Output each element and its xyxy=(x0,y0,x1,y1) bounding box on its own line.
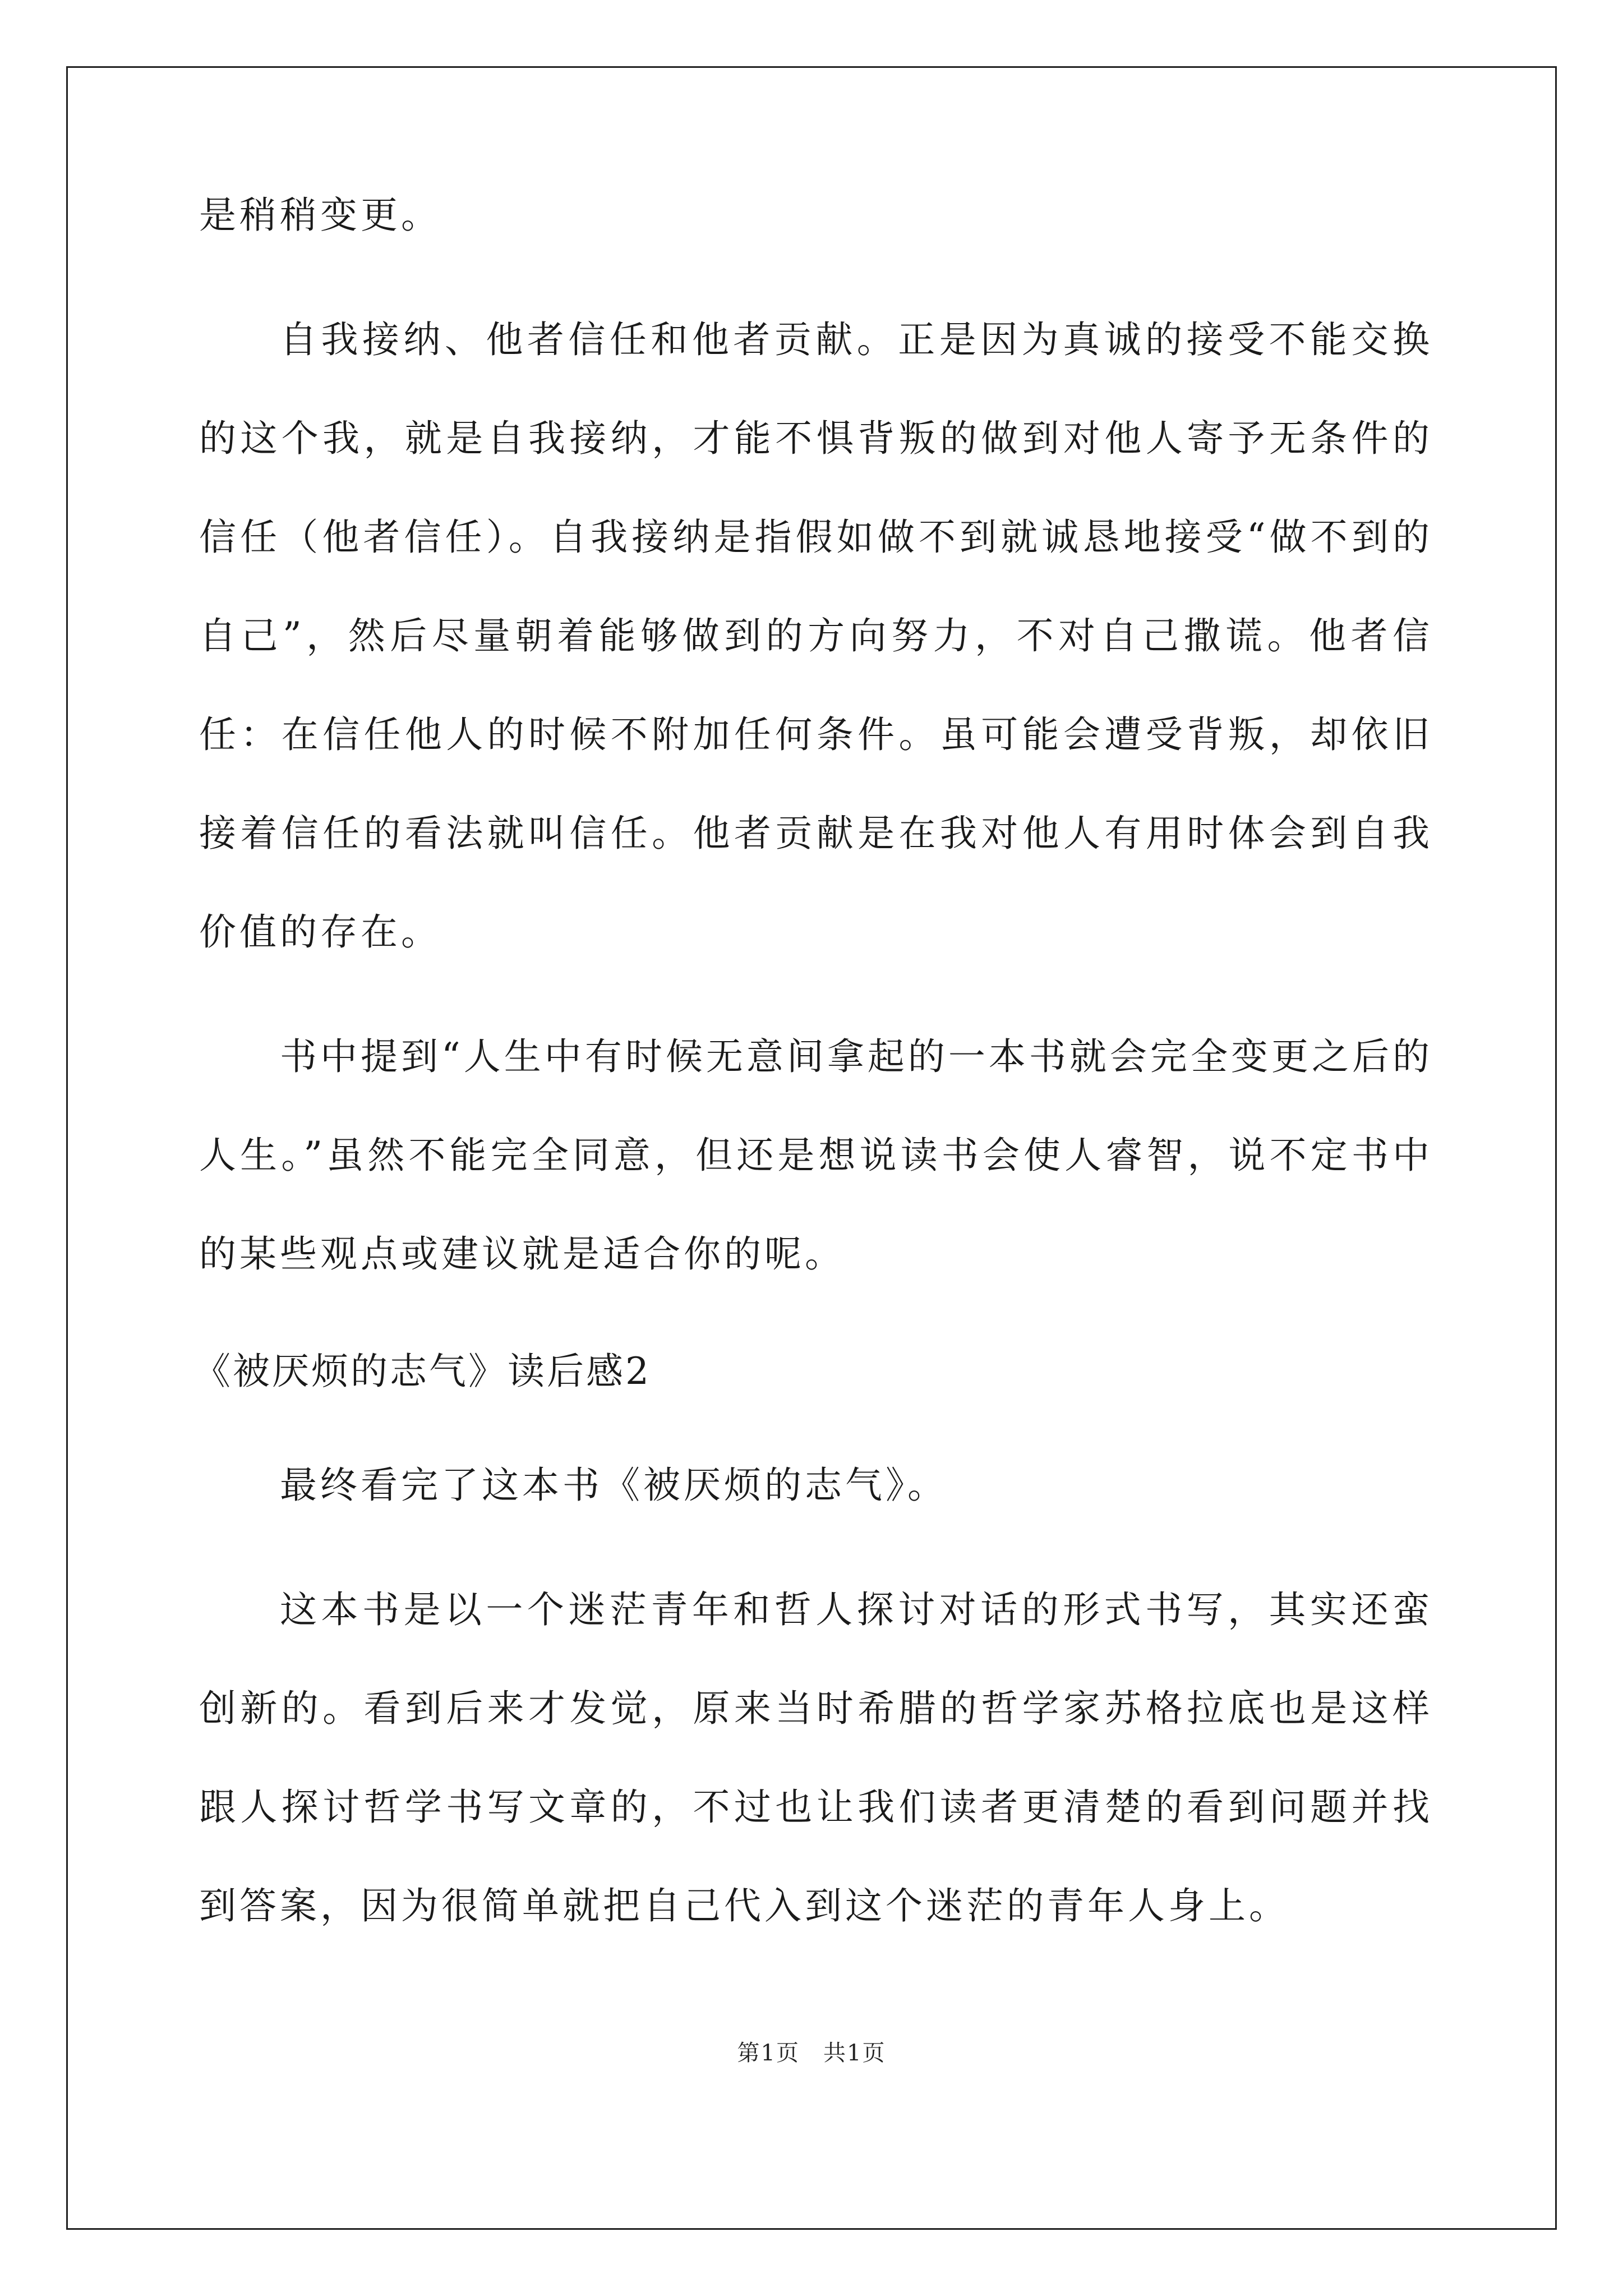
paragraph-finished-book: 最终看完了这本书《被厌烦的志气》。 xyxy=(280,1464,948,1507)
page-footer: 第1页 共1页 xyxy=(737,2040,886,2066)
paragraph-continuation: 是稍稍变更。 xyxy=(199,194,441,237)
section-heading: 《被厌烦的志气》读后感2 xyxy=(193,1350,651,1393)
paragraph-self-acceptance: 自我接纳、他者信任和他者贡献。正是因为真诚的接受不能交换的这个我，就是自我接纳，才能不惧背叛的做到对他人寄予无条件的信任（他者信任）。自我接纳是指假如做不到就诚恳地接受“做不到的自己”，然后尽量朝着能够做到的方向努力，不对自己撒谎。他者信任：在信任他人的时候不附加任何条件。虽可能会遭受背叛，却依旧接着信任的看法就叫信任。他者贡献是在我对他人有用时体会到自我价值的存在。 xyxy=(199,318,1433,954)
document-body xyxy=(193,194,1433,1981)
paragraph-dialogue-format: 这本书是以一个迷茫青年和哲人探讨对话的形式书写，其实还蛮创新的。看到后来才发觉，原来当时希腊的哲学家苏格拉底也是这样跟人探讨哲学书写文章的，不过也让我们读者更清楚的看到问题并找到答案，因为很简单就把自己代入到这个迷茫的青年人身上。 xyxy=(199,1588,1433,1927)
paragraph-book-quote: 书中提到“人生中有时候无意间拿起的一本书就会完全变更之后的人生。”虽然不能完全同意，但还是想说读书会使人睿智，说不定书中的某些观点或建议就是适合你的呢。 xyxy=(199,1035,1433,1276)
